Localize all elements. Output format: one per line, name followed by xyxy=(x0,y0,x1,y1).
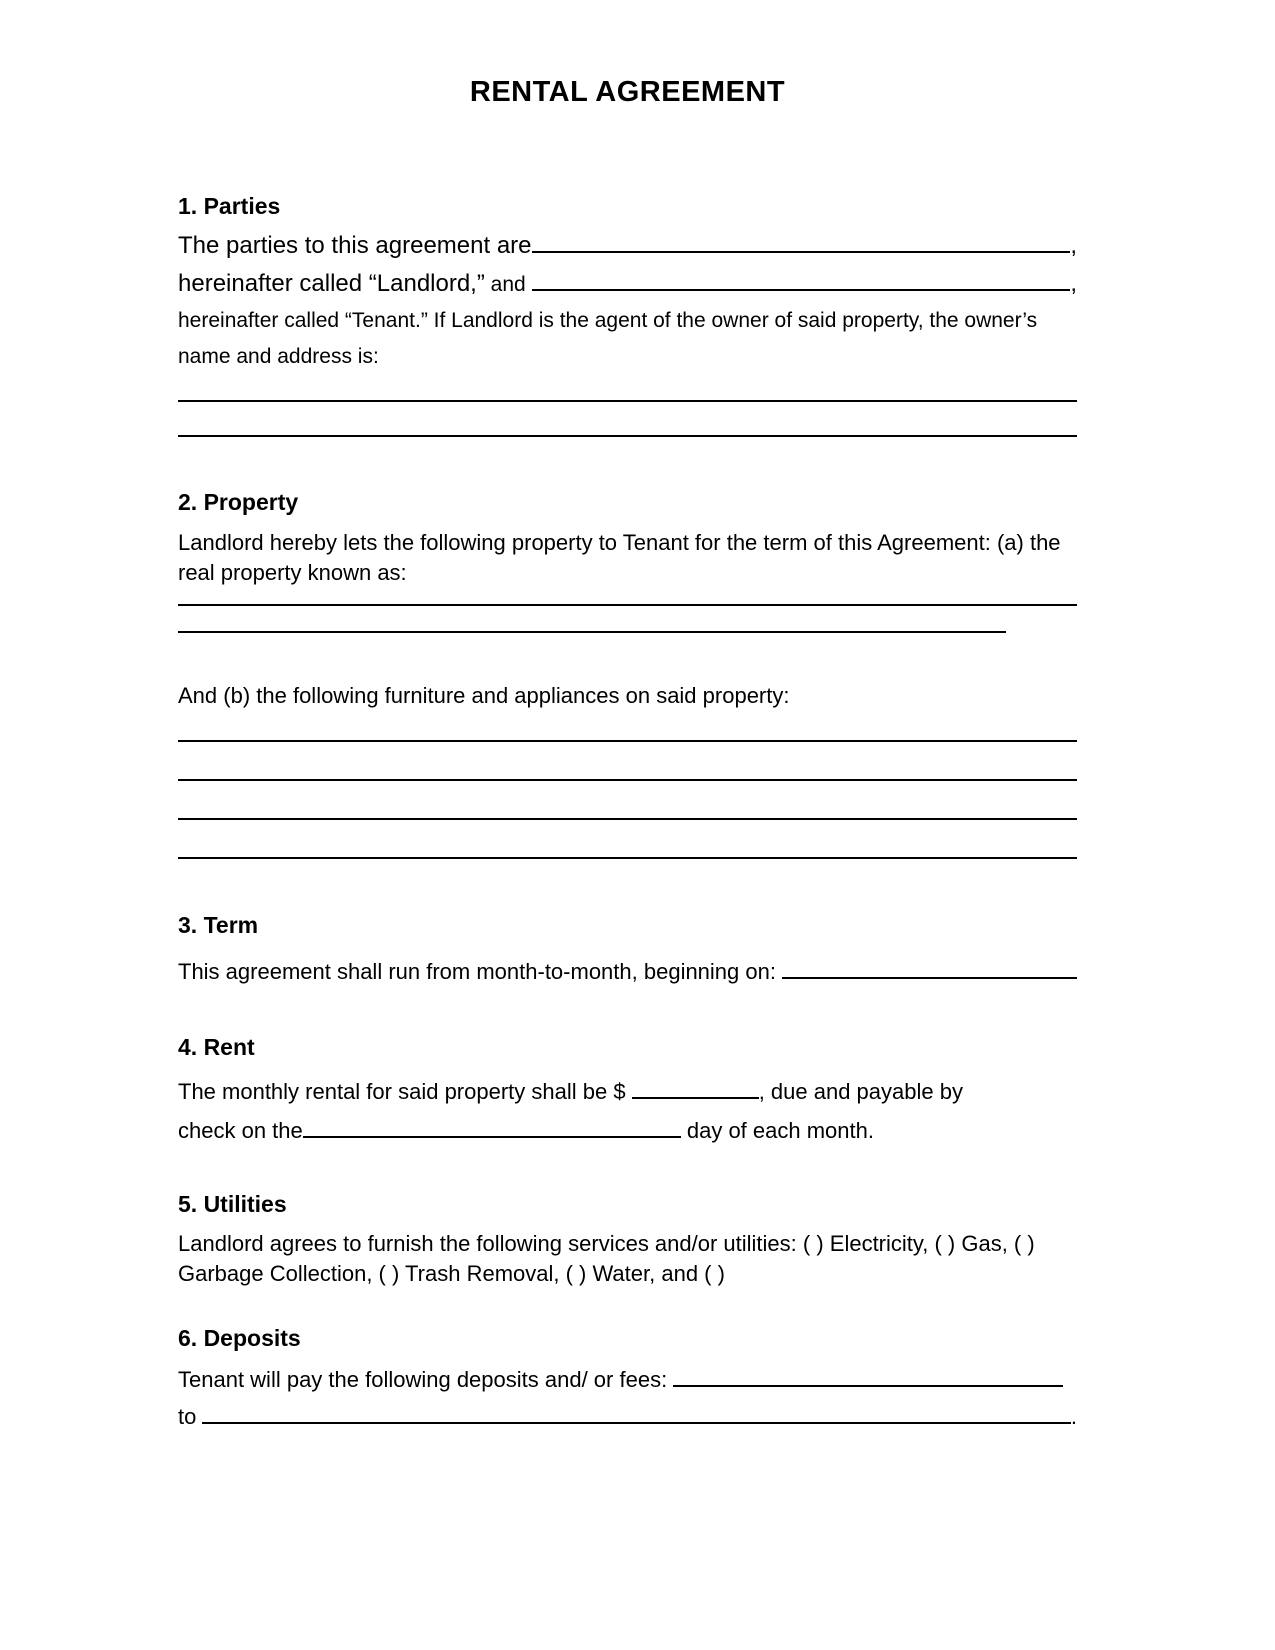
section-heading-rent: 4. Rent xyxy=(178,1034,255,1060)
deposits-line-2 xyxy=(178,1402,1077,1432)
property-furniture-intro: And (b) the following furniture and appliances on said property: xyxy=(178,683,790,708)
parties-line-2 xyxy=(178,270,1077,298)
fill-in-blank-due-day xyxy=(303,1135,681,1138)
page-title: RENTAL AGREEMENT xyxy=(469,76,786,108)
property-intro: Landlord hereby lets the following property to Tenant for the term of this Agreement: (a) the real property known as: xyxy=(178,530,1061,585)
fill-in-blank-rent-amount xyxy=(632,1096,759,1099)
fill-in-blank-furniture-2 xyxy=(178,779,1077,781)
parties-line-1-text: The parties to this agreement are xyxy=(178,232,532,259)
fill-in-blank-real-property-1 xyxy=(178,604,1077,606)
fill-in-blank-owner-address-2 xyxy=(178,435,1077,437)
fill-in-blank-furniture-1 xyxy=(178,740,1077,742)
deposits-line-2-text: to xyxy=(178,1404,203,1429)
parties-line-2-and: and xyxy=(484,273,532,296)
deposits-line-1 xyxy=(178,1365,1077,1395)
fill-in-blank-furniture-4 xyxy=(178,857,1077,859)
rent-line-2-suffix: day of each month. xyxy=(680,1118,874,1143)
rent-line-2 xyxy=(178,1116,1077,1146)
parties-line-3: hereinafter called “Tenant.” If Landlord is the agent of the owner of said property, the owner’s xyxy=(178,309,1038,332)
fill-in-blank-owner-address-1 xyxy=(178,400,1077,402)
rent-line-2-text: check on the xyxy=(178,1118,303,1143)
deposits-line-1-text: Tenant will pay the following deposits and/ or fees: xyxy=(178,1367,674,1392)
section-heading-deposits: 6. Deposits xyxy=(178,1325,301,1351)
term-line-text: This agreement shall run from month-to-month, beginning on: xyxy=(178,959,783,984)
fill-in-blank-tenant-name xyxy=(532,288,1071,291)
fill-in-blank-begin-date xyxy=(782,976,1077,979)
utilities-body: Landlord agrees to furnish the following services and/or utilities: ( ) Electricity, ( ) Gas, ( ) Garbage Collection, ( ) Trash Removal, ( ) Water, and ( ) xyxy=(178,1231,1035,1286)
parties-line-1 xyxy=(178,232,1077,260)
fill-in-blank-real-property-2 xyxy=(178,631,1006,633)
section-heading-property: 2. Property xyxy=(178,489,299,515)
parties-line-2-suffix: , xyxy=(1070,270,1077,297)
fill-in-blank-deposit-payee xyxy=(202,1421,1070,1424)
rent-line-1 xyxy=(178,1077,1077,1107)
parties-line-2-text: hereinafter called “Landlord,” xyxy=(178,270,485,297)
term-line xyxy=(178,957,1077,987)
parties-line-4: name and address is: xyxy=(178,345,379,368)
fill-in-blank-furniture-3 xyxy=(178,818,1077,820)
section-heading-parties: 1. Parties xyxy=(178,193,281,219)
section-heading-term: 3. Term xyxy=(178,912,259,938)
fill-in-blank-deposit-fees xyxy=(673,1384,1063,1387)
rent-line-1-text: The monthly rental for said property shall be $ xyxy=(178,1079,632,1104)
parties-line-1-suffix: , xyxy=(1070,232,1077,259)
fill-in-blank-landlord-name xyxy=(532,250,1071,253)
rent-line-1-suffix: , due and payable by xyxy=(758,1079,963,1104)
section-heading-utilities: 5. Utilities xyxy=(178,1191,287,1217)
deposits-line-2-suffix: . xyxy=(1070,1404,1077,1429)
